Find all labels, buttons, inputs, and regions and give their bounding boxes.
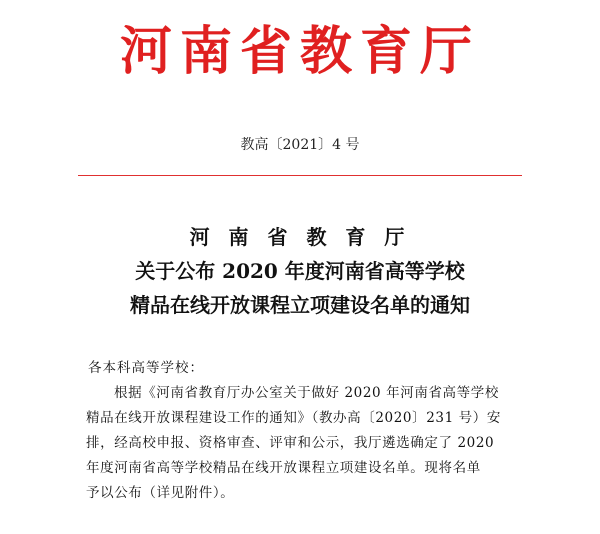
title-line-topic: 精品在线开放课程立项建设名单的通知: [130, 293, 470, 317]
masthead-title: 河南省教育厅: [119, 21, 480, 82]
red-divider-rule: [78, 175, 522, 176]
body-line-2: 精品在线开放课程建设工作的通知》（教办高〔2020〕231 号）安: [86, 410, 501, 426]
body-line-1-text: 根据《河南省教育厅办公室关于做好 2020 年河南省高等学校: [114, 385, 499, 401]
title-line-issuer: 河 南 省 教 育 厅: [189, 225, 411, 249]
body-line-3: 排，经高校申报、资格审查、评审和公示，我厅遴选确定了 2020: [86, 435, 495, 451]
body-line-4: 年度河南省高等学校精品在线开放课程立项建设名单。现将名单: [86, 460, 481, 476]
body-line-5: 予以公布（详见附件）。: [86, 485, 235, 501]
title-line-subject: 关于公布 2020 年度河南省高等学校: [135, 259, 465, 283]
notice-title: [0, 220, 600, 322]
body-line-1: [86, 381, 534, 406]
document-number: 教高〔2021〕4 号: [240, 137, 360, 153]
notice-body: [86, 356, 534, 506]
salutation: 各本科高等学校：: [88, 360, 204, 376]
